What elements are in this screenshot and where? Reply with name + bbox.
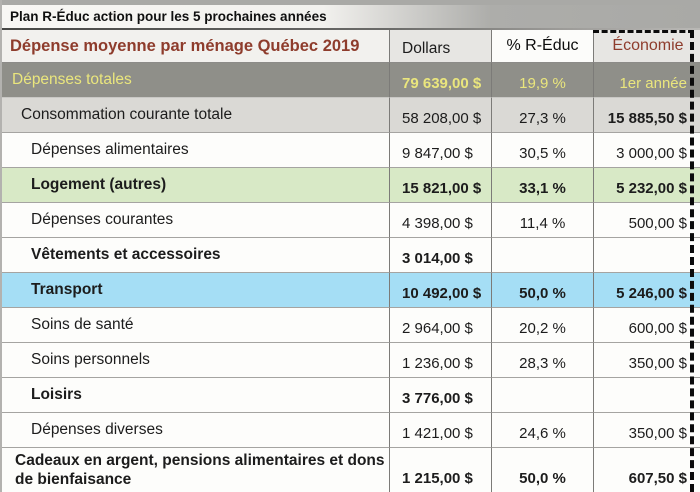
cell-label[interactable]: Vêtements et accessoires — [2, 238, 390, 273]
column-header-reduc[interactable]: % R-Éduc — [492, 30, 594, 63]
cell-label[interactable]: Loisirs — [2, 378, 390, 413]
cell-reduc[interactable]: 33,1 % — [492, 168, 594, 203]
cell-economie[interactable]: 1er année — [594, 63, 700, 98]
table-row — [2, 308, 700, 343]
cell-economie[interactable] — [594, 378, 700, 413]
cell-economie[interactable]: 350,00 $ — [594, 343, 700, 378]
cell-label[interactable]: Logement (autres) — [2, 168, 390, 203]
cell-label[interactable]: Dépenses alimentaires — [2, 133, 390, 168]
cell-economie[interactable] — [594, 238, 700, 273]
table-row — [2, 203, 700, 238]
cell-reduc[interactable] — [492, 378, 594, 413]
cell-reduc[interactable] — [492, 238, 594, 273]
column-header-dollars[interactable]: Dollars — [390, 30, 492, 63]
cell-label[interactable]: Transport — [2, 273, 390, 308]
cell-label[interactable]: Dépenses diverses — [2, 413, 390, 448]
table-row — [2, 273, 700, 308]
sheet-title: Plan R-Éduc action pour les 5 prochaines années — [10, 9, 327, 24]
cell-dollars[interactable]: 3 014,00 $ — [390, 238, 492, 273]
cell-dollars[interactable]: 9 847,00 $ — [390, 133, 492, 168]
column-header-economie[interactable]: Économie — [594, 30, 700, 63]
cell-dollars[interactable]: 15 821,00 $ — [390, 168, 492, 203]
table-header-row — [2, 30, 700, 63]
cell-reduc[interactable]: 28,3 % — [492, 343, 594, 378]
cell-dollars[interactable]: 2 964,00 $ — [390, 308, 492, 343]
cell-reduc[interactable]: 27,3 % — [492, 98, 594, 133]
cell-reduc[interactable]: 11,4 % — [492, 203, 594, 238]
table-row — [2, 98, 700, 133]
cell-economie[interactable]: 600,00 $ — [594, 308, 700, 343]
cell-dollars[interactable]: 1 236,00 $ — [390, 343, 492, 378]
column-header-label[interactable]: Dépense moyenne par ménage Québec 2019 — [2, 30, 390, 63]
table-row — [2, 448, 700, 492]
cell-reduc[interactable]: 24,6 % — [492, 413, 594, 448]
cell-economie[interactable]: 5 232,00 $ — [594, 168, 700, 203]
table-row — [2, 133, 700, 168]
cell-dollars[interactable]: 79 639,00 $ — [390, 63, 492, 98]
table-row — [2, 63, 700, 98]
cell-dollars[interactable]: 58 208,00 $ — [390, 98, 492, 133]
cell-reduc[interactable]: 50,0 % — [492, 448, 594, 492]
cell-label[interactable]: Dépenses totales — [2, 63, 390, 98]
table-row — [2, 413, 700, 448]
cell-label[interactable]: Soins personnels — [2, 343, 390, 378]
cell-economie[interactable]: 5 246,00 $ — [594, 273, 700, 308]
cell-label[interactable]: Consommation courante totale — [2, 98, 390, 133]
cell-dollars[interactable]: 4 398,00 $ — [390, 203, 492, 238]
cell-economie[interactable]: 350,00 $ — [594, 413, 700, 448]
cell-label[interactable]: Cadeaux en argent, pensions alimentaires et dons de bienfaisance — [2, 448, 390, 492]
cell-dollars[interactable]: 10 492,00 $ — [390, 273, 492, 308]
cell-economie[interactable]: 15 885,50 $ — [594, 98, 700, 133]
cell-dollars[interactable]: 3 776,00 $ — [390, 378, 492, 413]
cell-reduc[interactable]: 20,2 % — [492, 308, 594, 343]
table-row — [2, 238, 700, 273]
cell-economie[interactable]: 607,50 $ — [628, 470, 687, 487]
cell-label[interactable]: Soins de santé — [2, 308, 390, 343]
sheet-title-bar — [2, 5, 700, 28]
cell-dollars[interactable]: 1 421,00 $ — [390, 413, 492, 448]
cell-label[interactable]: Dépenses courantes — [2, 203, 390, 238]
cell-reduc[interactable]: 19,9 % — [492, 63, 594, 98]
table-row — [2, 378, 700, 413]
cell-economie[interactable]: 500,00 $ — [594, 203, 700, 238]
cell-reduc[interactable]: 30,5 % — [492, 133, 594, 168]
cell-reduc[interactable]: 50,0 % — [492, 273, 594, 308]
cell-dollars[interactable]: 1 215,00 $ — [390, 448, 492, 492]
expense-table — [2, 30, 700, 492]
table-row — [2, 343, 700, 378]
table-row — [2, 168, 700, 203]
cell-economie[interactable]: 3 000,00 $ — [594, 133, 700, 168]
